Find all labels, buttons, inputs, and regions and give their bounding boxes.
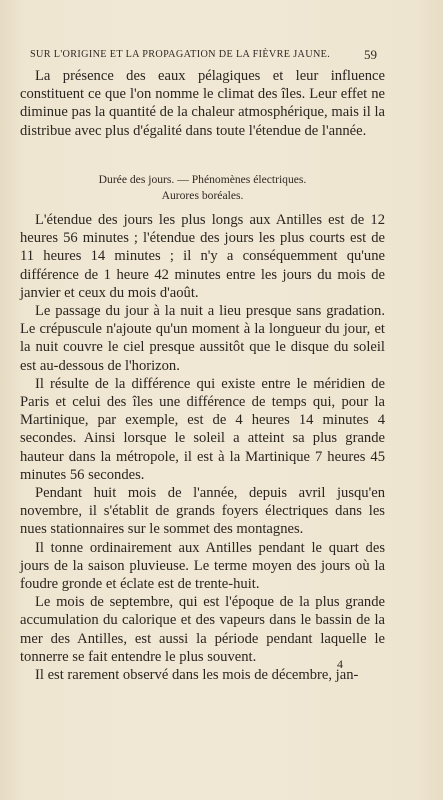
paragraph: Le passage du jour à la nuit a lieu presque sans gradation. Le crépuscule n'ajoute qu'un moment à la longueur du jour, et la nuit couvre le ciel presque aussitôt que le disque du soleil est au-dessous de l'horizon. xyxy=(20,303,385,374)
section-heading xyxy=(20,172,385,203)
section-heading-line-1: Durée des jours. — Phénomènes électriques. xyxy=(98,173,307,186)
paragraph: Il est rarement observé dans les mois de décembre, jan- xyxy=(35,667,359,684)
paragraph: Pendant huit mois de l'année, depuis avril jusqu'en novembre, il s'établit de grands foyers électriques dans les nues stationnaires sur le sommet des montagnes. xyxy=(20,485,385,538)
paragraph: Le mois de septembre, qui est l'époque de la plus grande accumulation du calorique et des vapeurs dans le bassin de la mer des Antilles, est aussi la période pendant laquelle le tonnerre se fait entendre le plus souvent. xyxy=(20,594,385,665)
text-block-top xyxy=(20,67,385,140)
running-head: SUR L'ORIGINE ET LA PROPAGATION DE LA FIÈVRE JAUNE. xyxy=(30,49,331,60)
page-number: 59 xyxy=(364,47,377,62)
paragraph-continuation: La présence des eaux pélagiques et leur influence constituent ce que l'on nomme le climat des îles. Leur effet ne diminue pas la quantité de la chaleur atmosphérique, mais il la distribue avec plus d'égalité dans toute l'étendue de l'année. xyxy=(20,68,385,139)
section-heading-line-2: Aurores boréales. xyxy=(161,188,244,202)
paragraph: Il tonne ordinairement aux Antilles pendant le quart des jours de la saison pluvieuse. Le terme moyen des jours où la foudre gronde et éclate est de trente-huit. xyxy=(20,539,385,593)
signature-mark: 4 xyxy=(337,657,343,671)
text-block-main xyxy=(20,211,385,684)
paragraph: L'étendue des jours les plus longs aux Antilles est de 12 heures 56 minutes ; l'étendue des jours les plus courts est de 11 heures 14 minutes ; il n'y a conséquemment qu'une différence de 1 heure 42 minutes entre les jours du mois de janvier et ceux du mois d'août. xyxy=(20,212,385,301)
paragraph: Il résulte de la différence qui existe entre le méridien de Paris et celui des îles une différence de temps qui, pour la Martinique, par exemple, est de 4 heures 14 minutes 4 secondes. Ainsi lorsque le soleil a atteint sa plus grande hauteur dans la métropole, il est à la Martinique 7 heures 45 minutes 56 secondes. xyxy=(20,375,385,483)
